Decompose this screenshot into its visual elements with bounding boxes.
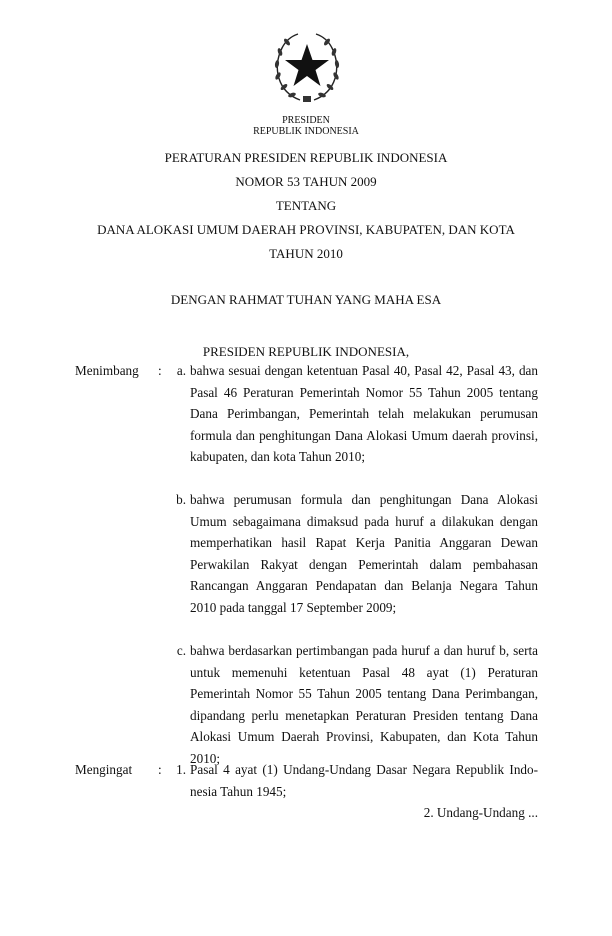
opening-phrase: DENGAN RAHMAT TUHAN YANG MAHA ESA [170,292,442,307]
regulation-subject: DANA ALOKASI UMUM DAERAH PROVINSI, KABUPATEN, DAN KOTA [97,222,515,237]
mengingat-colon: : [158,762,162,777]
menimbang-label: Menimbang [75,363,139,378]
item-b-text: bahwa perumusan formula dan penghitungan Dana Alokasi Umum sebagaimana dimaksud pada huruf a dilakukan dengan memperhatikan hasil Rapat Kerja Panitia Anggaran Dewan Perwakilan Rakyat dengan Pemerintah dalam pembahasan Rancangan Anggaran Pendapatan dan Belanja Negara Tahun 2010 pada tanggal 17 September 2009; [190,492,538,615]
item-a-text: bahwa sesuai dengan ketentuan Pasal 40, Pasal 42, Pasal 43, dan Pasal 46 Peraturan Pemerintah Nomor 55 Tahun 2005 tentang Dana Perimbangan, Pemerintah telah melakukan perumusan formula dan penghitungan Dana Alokasi Umum daerah provinsi, kabupaten, dan kota Tahun 2010; [190,363,538,465]
page-continuation: 2. Undang-Undang ... [423,805,538,820]
menimbang-colon: : [158,363,162,378]
regulation-title: PERATURAN PRESIDEN REPUBLIK INDONESIA [164,150,448,165]
mengingat-label: Mengingat [75,762,133,777]
letterhead-presiden: PRESIDEN [282,115,330,126]
regulation-year: TAHUN 2010 [269,246,343,261]
item-b-mark: b. [176,492,186,507]
item-a-mark: a. [176,363,186,378]
garuda-seal-emblem [270,30,344,106]
regulation-number: NOMOR 53 TAHUN 2009 [235,174,377,189]
item-c-mark: c. [176,643,186,658]
item-1-text: Pasal 4 ayat (1) Undang-Undang Dasar Negara Republik Indo-nesia Tahun 1945; [190,762,538,799]
regulation-tentang: TENTANG [275,198,337,213]
letterhead-republik: REPUBLIK INDONESIA [253,126,359,137]
president-heading: PRESIDEN REPUBLIK INDONESIA, [202,344,410,359]
item-1-mark: 1. [176,762,186,777]
item-c-text: bahwa berdasarkan pertimbangan pada huruf a dan huruf b, serta untuk memenuhi ketentuan Pasal 48 ayat (1) Peraturan Pemerintah Nomor 55 Tahun 2005 tentang Dana Perimbangan, dipandang perlu menetapkan Peraturan Presiden tentang Dana Alokasi Umum Daerah Provinsi, Kabupaten, dan Kota Tahun 2010; [190,643,538,766]
